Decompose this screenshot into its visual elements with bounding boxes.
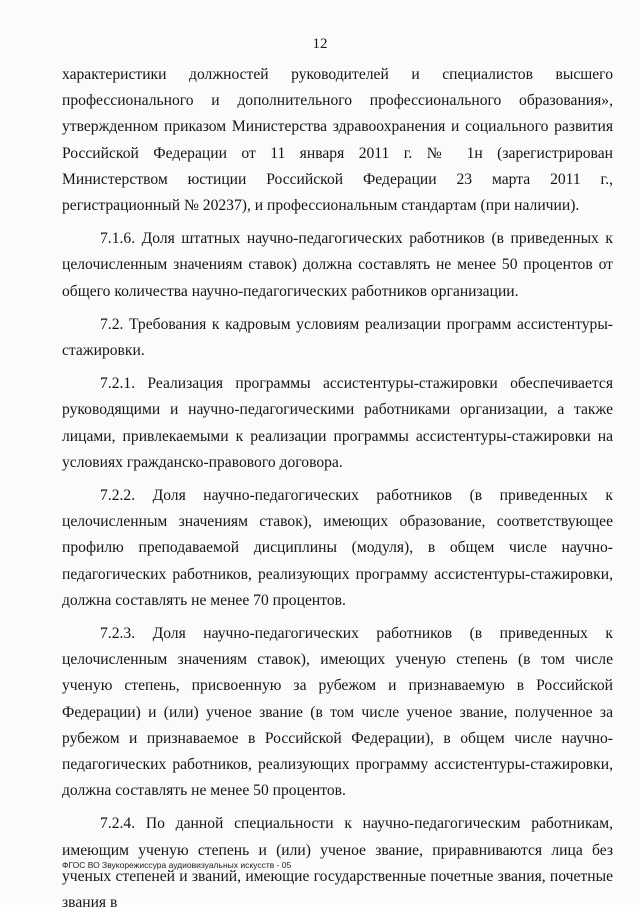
page-number: 12 xyxy=(312,36,328,52)
paragraph-7-2-1: 7.2.1. Реализация программы ассистентуры-стажировки обеспечивается руководящими и научно-педагогическими работниками организации, а также лицами, привлекаемыми к реализации программы ассистентуры-стажировки на условиях гражданско-правового договора. xyxy=(62,375,613,471)
paragraph-7-2-3: 7.2.3. Доля научно-педагогических работников (в приведенных к целочисленным значениям ставок), имеющих ученую степень (в том числе ученую степень, присвоенную за рубежом и признаваемую в Российской Федерации) и (или) ученое звание (в том числе ученое звание, полученное за рубежом и признаваемое в Российской Федерации), в общем числе научно-педагогических работников, реализующих программу ассистентуры-стажировки, должна составлять не менее 50 процентов. xyxy=(62,625,613,800)
paragraph-continuation: характеристики должностей руководителей и специалистов высшего профессионального и дополнительного профессионального образования», утвержденном приказом Министерства здравоохранения и социального развития Российской Федерации от 11 января 2011 г. № 1н (зарегистрирован Министерством юстиции Российской Федерации 23 марта 2011 г., регистрационный № 20237), и профессиональным стандартам (при наличии). xyxy=(62,66,613,215)
document-body xyxy=(62,62,613,916)
paragraph-7-2-4: 7.2.4. По данной специальности к научно-педагогическим работникам, имеющим ученую степень и (или) ученое звание, приравниваются лица без ученых степеней и званий, имеющие государственные почетные звания, почетные звания в xyxy=(62,815,613,912)
paragraph-7-1-6: 7.1.6. Доля штатных научно-педагогических работников (в приведенных к целочисленным значениям ставок) должна составлять не менее 50 процентов от общего количества научно-педагогических работников организации. xyxy=(62,230,613,300)
document-footer: ФГОС ВО Звукорежиссура аудиовизуальных искусств - 05 xyxy=(62,860,292,870)
paragraph-7-2-2: 7.2.2. Доля научно-педагогических работников (в приведенных к целочисленным значениям ставок), имеющих образование, соответствующее профилю преподаваемой дисциплины (модуля), в общем числе научно-педагогических работников, реализующих программу ассистентуры-стажировки, должна составлять не менее 70 процентов. xyxy=(62,487,613,609)
paragraph-7-2: 7.2. Требования к кадровым условиям реализации программ ассистентуры-стажировки. xyxy=(62,315,613,360)
